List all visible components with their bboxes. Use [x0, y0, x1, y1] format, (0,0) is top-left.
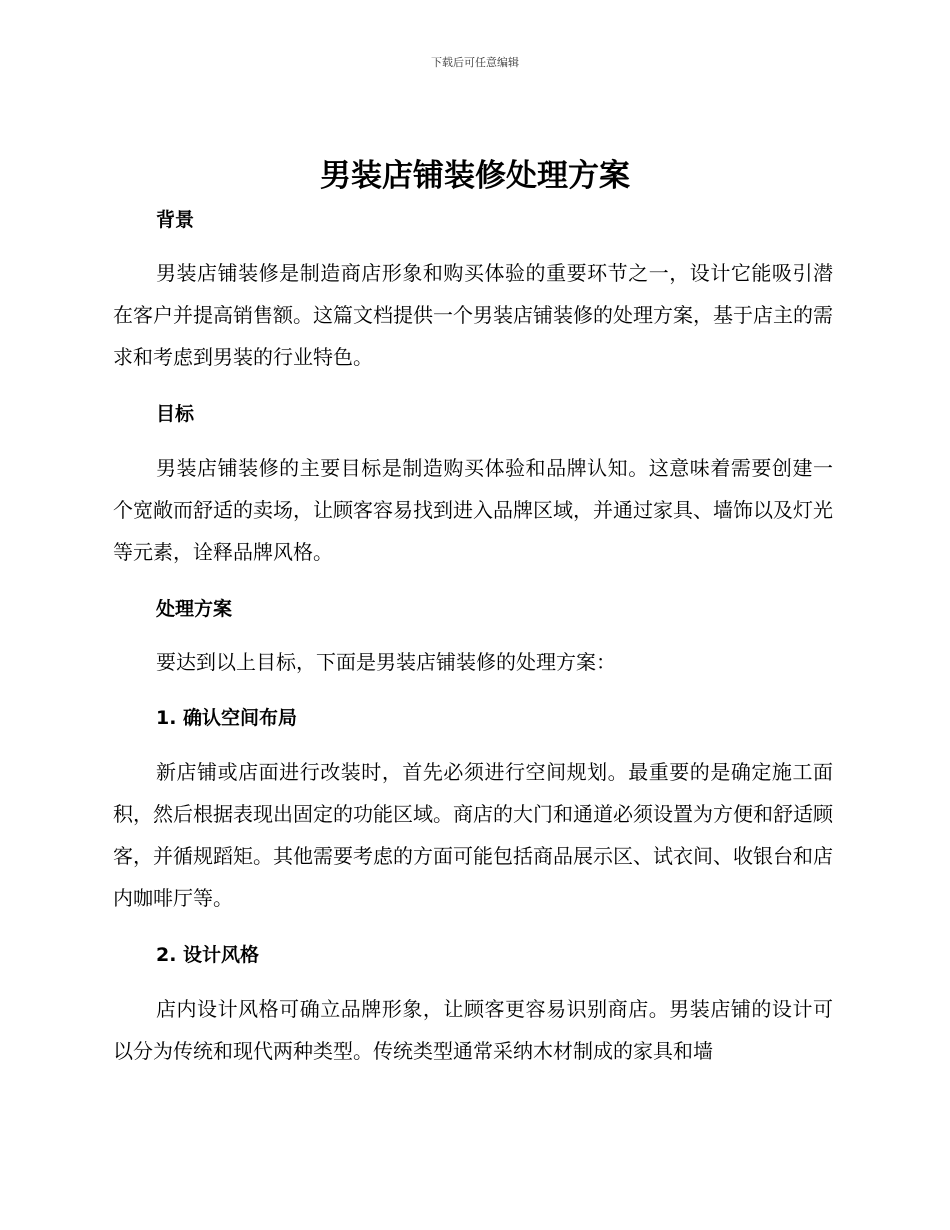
- section-heading-design-style: 2. 设计风格: [156, 944, 260, 966]
- section-heading-space-layout: 1. 确认空间布局: [156, 707, 298, 729]
- page-header-note: 下载后可任意编辑: [431, 56, 519, 69]
- section-paragraph-background: 男装店铺装修是制造商店形象和购买体验的重要环节之一，设计它能吸引潜在客户并提高销售额。这篇文档提供一个男装店铺装修的处理方案，基于店主的需求和考虑到男装的行业特色。: [113, 261, 833, 369]
- section-paragraph-solution: 要达到以上目标，下面是男装店铺装修的处理方案：: [156, 650, 616, 674]
- document-title: 男装店铺装修处理方案: [320, 158, 630, 194]
- section-heading-goal: 目标: [156, 403, 195, 425]
- section-paragraph-design-style: 店内设计风格可确立品牌形象，让顾客更容易识别商店。男装店铺的设计可以分为传统和现代两种类型。传统类型通常采纳木材制成的家具和墙: [113, 997, 833, 1063]
- section-paragraph-space-layout: 新店铺或店面进行改装时，首先必须进行空间规划。最重要的是确定施工面积，然后根据表现出固定的功能区域。商店的大门和通道必须设置为方便和舒适顾客，并循规蹈矩。其他需要考虑的方面可能包括商品展示区、试衣间、收银台和店内咖啡厅等。: [113, 760, 833, 910]
- section-heading-background: 背景: [156, 209, 195, 231]
- section-heading-solution: 处理方案: [156, 598, 233, 620]
- section-paragraph-goal: 男装店铺装修的主要目标是制造购买体验和品牌认知。这意味着需要创建一个宽敞而舒适的卖场，让顾客容易找到进入品牌区域，并通过家具、墙饰以及灯光等元素，诠释品牌风格。: [113, 456, 833, 564]
